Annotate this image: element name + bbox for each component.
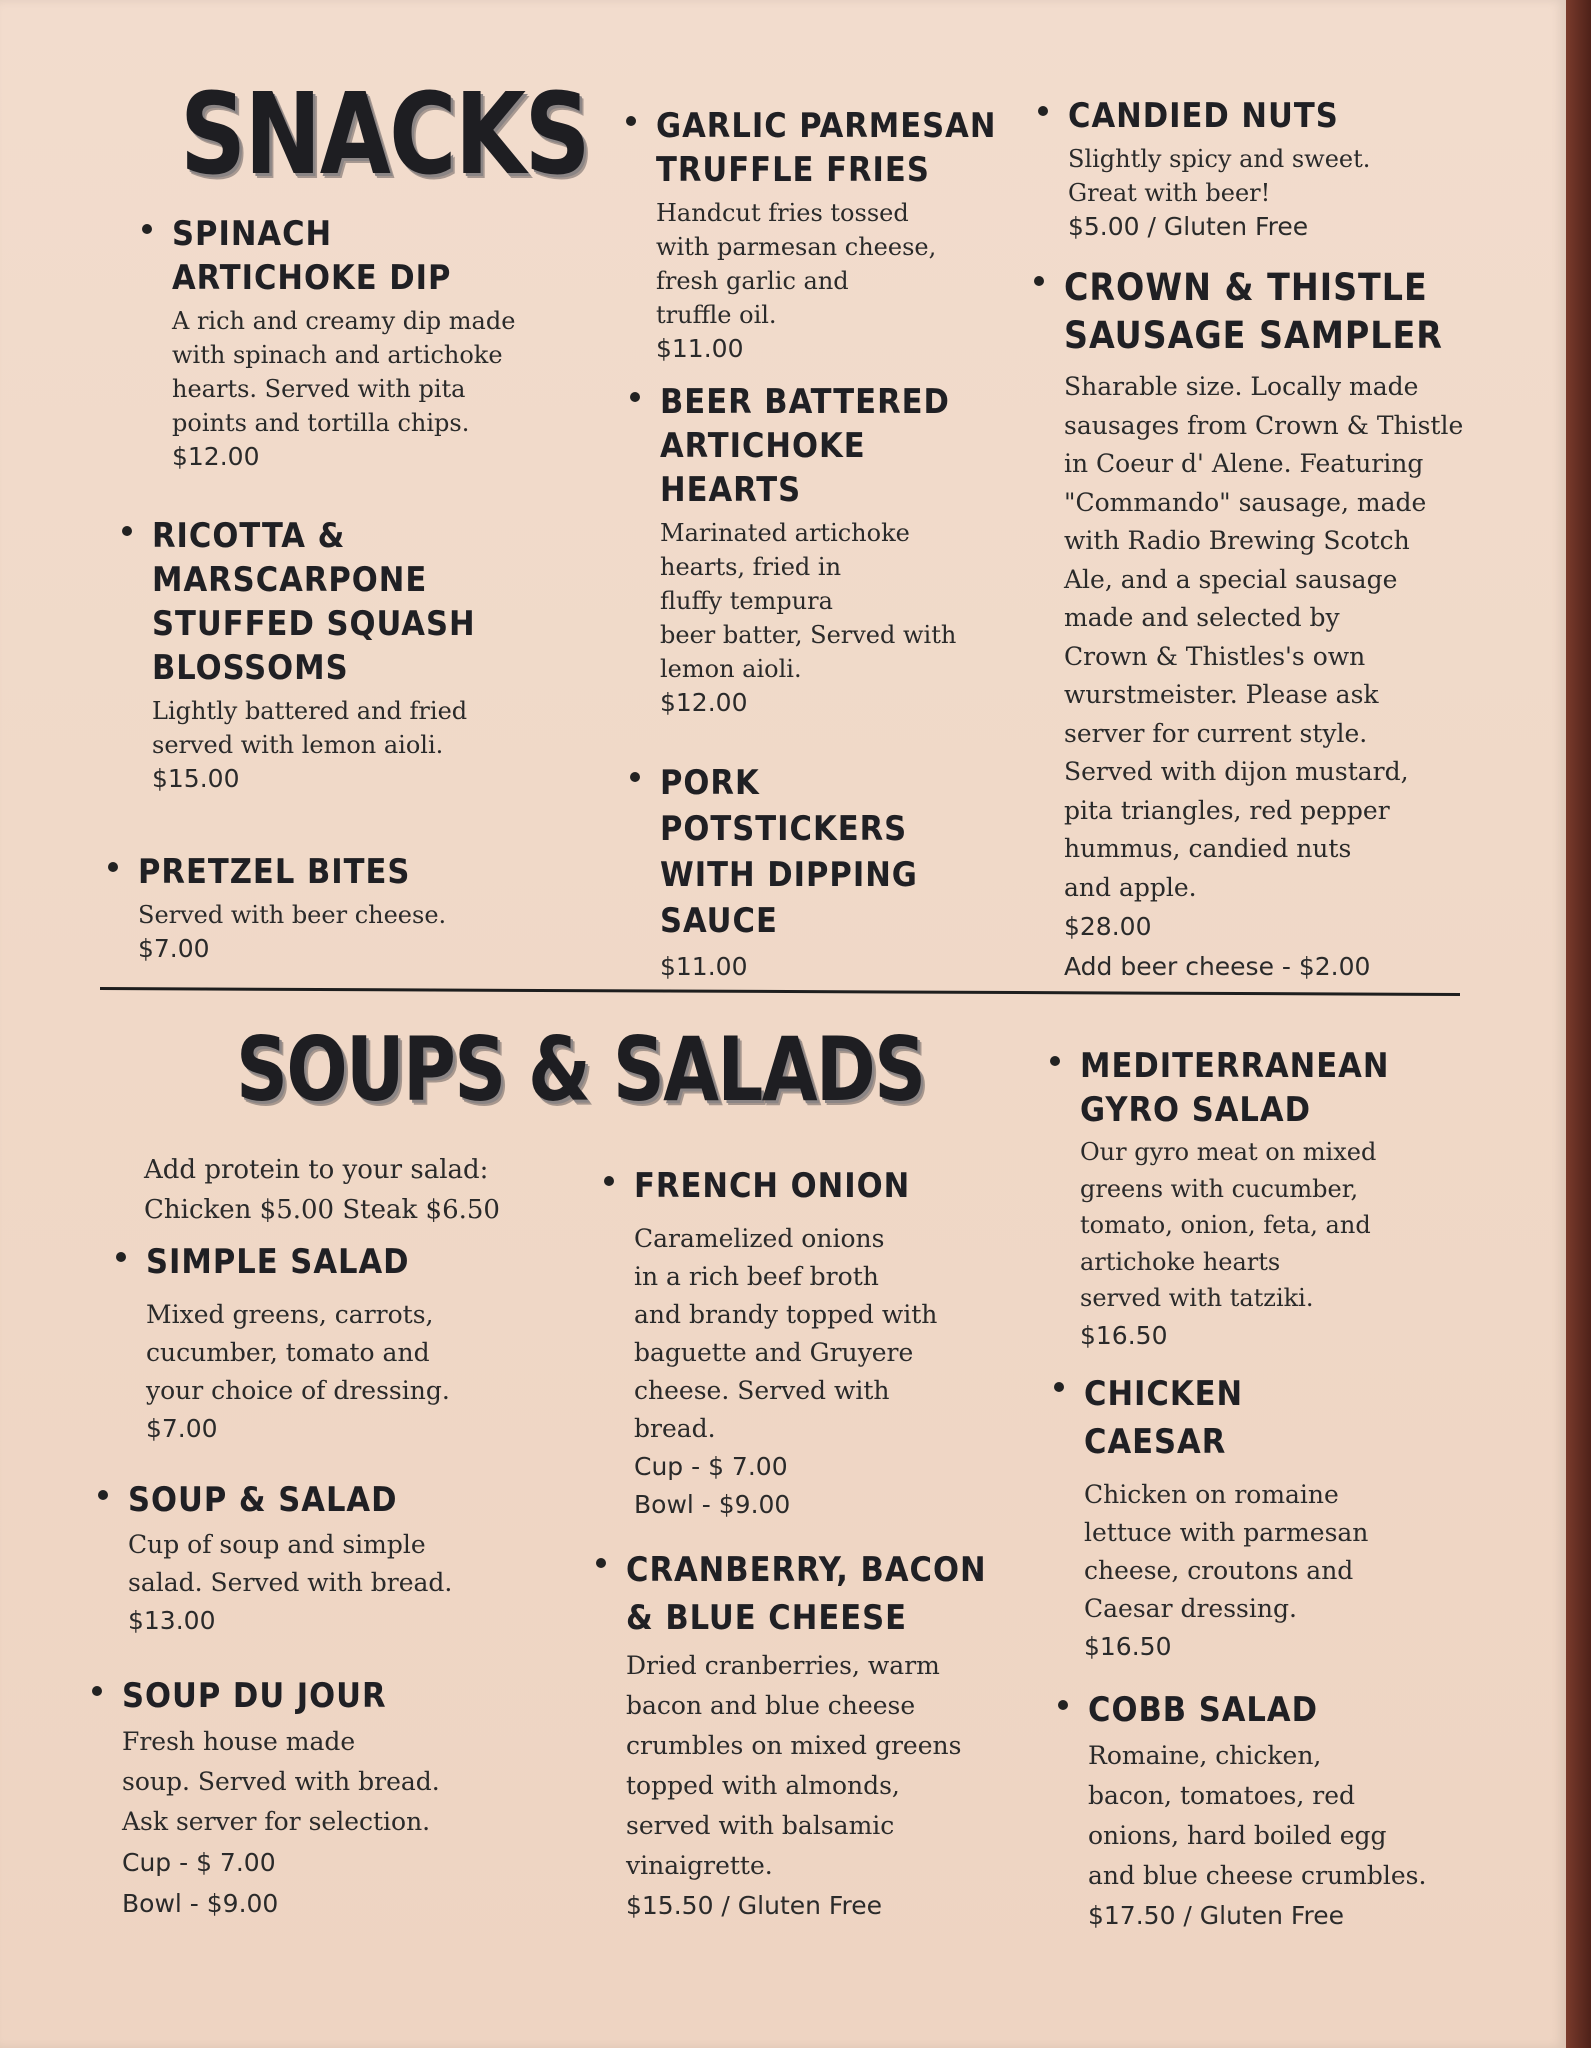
item-price: $5.00 / Gluten Free: [1068, 212, 1309, 241]
item-price: $16.50: [1084, 1632, 1172, 1661]
item-description: Lightly battered and fried served with lemon aioli.: [152, 697, 468, 759]
item-price: $15.00: [152, 764, 240, 793]
item-description: A rich and creamy dip made with spinach and artichoke hearts. Served with pita points and tortilla chips.: [172, 307, 516, 437]
item-description: Romaine, chicken, bacon, tomatoes, red onions, hard boiled egg and blue cheese crumbles.: [1088, 1741, 1427, 1890]
item-name: SPINACH ARTICHOKE DIP: [172, 214, 452, 298]
menu-item-soup-and-salad: [128, 1478, 528, 1640]
menu-item-beer-battered-artichoke: [660, 380, 1030, 720]
item-description: Caramelized onions in a rich beef broth and brandy topped with baguette and Gruyere cheese. Served with bread.: [634, 1224, 938, 1443]
item-description: Mixed greens, carrots, cucumber, tomato and your choice of dressing.: [146, 1300, 450, 1405]
bullet-icon: [596, 1558, 606, 1568]
bullet-icon: [1054, 1382, 1064, 1392]
bullet-icon: [604, 1176, 614, 1186]
menu-item-pork-potstickers: [660, 760, 1020, 984]
item-price: $12.00: [660, 688, 748, 717]
item-price: $13.00: [128, 1606, 216, 1635]
item-description: Chicken on romaine lettuce with parmesan cheese, croutons and Caesar dressing.: [1084, 1480, 1369, 1623]
menu-item-simple-salad: [146, 1240, 546, 1448]
bullet-icon: [92, 1686, 102, 1696]
menu-item-cobb-salad: [1088, 1688, 1508, 1936]
item-name: SIMPLE SALAD: [146, 1242, 410, 1282]
item-price: $11.00: [660, 952, 748, 981]
bullet-icon: [630, 392, 640, 402]
bullet-icon: [630, 772, 640, 782]
menu-item-candied-nuts: [1068, 94, 1488, 244]
snacks-heading: SNACKS: [180, 70, 589, 200]
item-name: CROWN & THISTLE SAUSAGE SAMPLER: [1064, 266, 1443, 357]
item-name: SOUP DU JOUR: [122, 1676, 387, 1716]
menu-item-cranberry-bacon-blue-cheese: [626, 1546, 1026, 1926]
menu-item-mediterranean-gyro-salad: [1080, 1044, 1480, 1355]
item-name: COBB SALAD: [1088, 1690, 1318, 1730]
item-price: $11.00: [656, 334, 744, 363]
bullet-icon: [1050, 1056, 1060, 1066]
item-price: $16.50: [1080, 1320, 1168, 1350]
item-name: MEDITERRANEAN GYRO SALAD: [1080, 1046, 1390, 1130]
bullet-icon: [626, 116, 636, 126]
protein-note: Add protein to your salad: Chicken $5.00 Steak $6.50: [144, 1155, 500, 1225]
item-name: RICOTTA & MARSCARPONE STUFFED SQUASH BLOSSOMS: [152, 516, 476, 688]
item-name: CANDIED NUTS: [1068, 96, 1339, 136]
item-price: Cup - $ 7.00 Bowl - $9.00: [122, 1848, 279, 1918]
item-description: Dried cranberries, warm bacon and blue cheese crumbles on mixed greens topped with almonds, served with balsamic vinaigrette.: [626, 1651, 962, 1880]
bullet-icon: [116, 1252, 126, 1262]
item-name: CHICKEN CAESAR: [1084, 1374, 1244, 1462]
bullet-icon: [1058, 1700, 1068, 1710]
item-name: FRENCH ONION: [634, 1166, 911, 1206]
item-description: Slightly spicy and sweet. Great with beer!: [1068, 145, 1371, 207]
item-name: PORK POTSTICKERS WITH DIPPING SAUCE: [660, 763, 918, 941]
item-price: $7.00: [138, 934, 210, 963]
item-name: BEER BATTERED ARTICHOKE HEARTS: [660, 382, 950, 510]
menu-item-soup-du-jour: [122, 1674, 522, 1924]
item-description: Fresh house made soup. Served with bread. Ask server for selection.: [122, 1727, 440, 1836]
table-edge: [1566, 0, 1591, 2048]
item-price: $12.00: [172, 442, 260, 471]
item-price: $17.50 / Gluten Free: [1088, 1901, 1344, 1930]
bullet-icon: [98, 1490, 108, 1500]
item-price: $28.00 Add beer cheese - $2.00: [1064, 912, 1371, 981]
menu-item-spinach-artichoke-dip: [172, 212, 572, 474]
menu-item-pretzel-bites: [138, 850, 548, 966]
item-name: PRETZEL BITES: [138, 852, 411, 892]
bullet-icon: [1038, 106, 1048, 116]
item-name: GARLIC PARMESAN TRUFFLE FRIES: [656, 106, 997, 190]
soups-salads-heading: SOUPS & SALADS: [236, 1018, 925, 1121]
item-description: Our gyro meat on mixed greens with cucumber, tomato, onion, feta, and artichoke hearts served with tatziki.: [1080, 1138, 1377, 1312]
item-price: $15.50 / Gluten Free: [626, 1891, 882, 1920]
menu-item-chicken-caesar: [1084, 1370, 1484, 1666]
bullet-icon: [142, 224, 152, 234]
item-description: Handcut fries tossed with parmesan cheese, fresh garlic and truffle oil.: [656, 199, 937, 329]
item-name: SOUP & SALAD: [128, 1480, 398, 1520]
item-description: Cup of soup and simple salad. Served with bread.: [128, 1530, 453, 1597]
menu-item-truffle-fries: [656, 104, 1016, 366]
bullet-icon: [1034, 276, 1044, 286]
menu-item-french-onion: [634, 1164, 1014, 1524]
item-price: $7.00: [146, 1414, 218, 1443]
item-description: Sharable size. Locally made sausages from Crown & Thistle in Coeur d' Alene. Featuring "Commando" sausage, made with Radio Brewing Scotch Ale, and a special sausage made and selected by Crown & Thistles's own wurstmeister. Please ask server for current style. Served with dijon mustard, pita triangles, red pepper hummus, candied nuts and apple.: [1064, 372, 1464, 902]
item-description: Served with beer cheese.: [138, 901, 447, 929]
item-name: CRANBERRY, BACON & BLUE CHEESE: [626, 1550, 987, 1638]
item-price: Cup - $ 7.00 Bowl - $9.00: [634, 1452, 791, 1519]
item-description: Marinated artichoke hearts, fried in fluffy tempura beer batter, Served with lemon aioli.: [660, 519, 957, 683]
bullet-icon: [108, 862, 118, 872]
bullet-icon: [122, 526, 132, 536]
menu-item-sausage-sampler: [1064, 264, 1524, 987]
menu-item-ricotta-squash-blossoms: [152, 514, 562, 796]
